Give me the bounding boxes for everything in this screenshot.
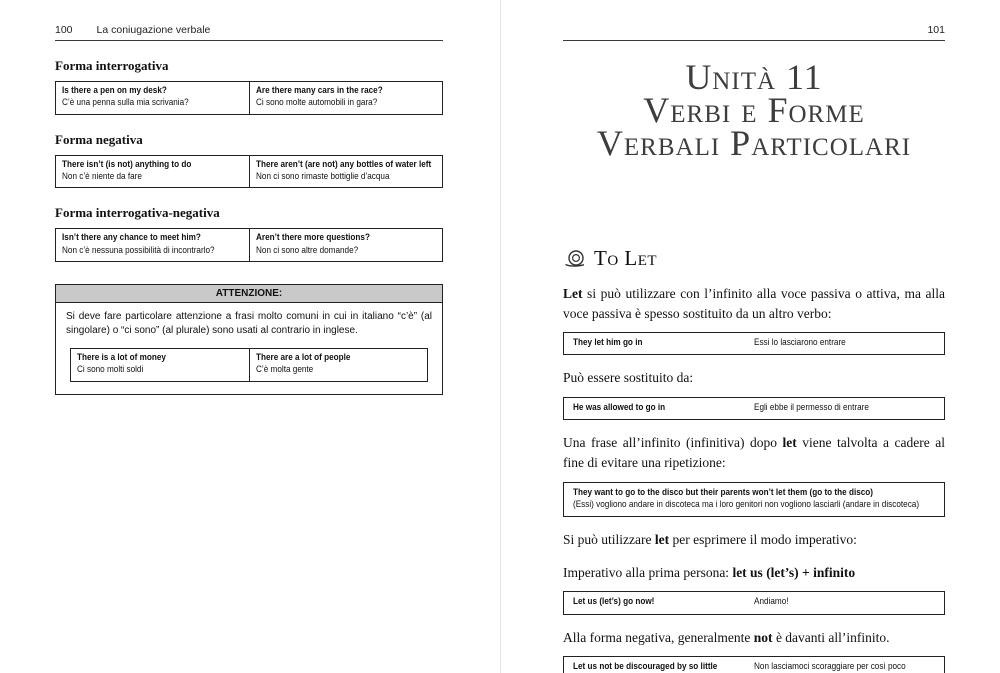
- attention-title: ATTENZIONE:: [56, 285, 442, 303]
- bold-term: Let: [563, 286, 583, 301]
- attention-box: [55, 284, 443, 395]
- unit-title-line2: Verbi e Forme: [643, 90, 865, 130]
- example-it: Non c’è niente da fare: [62, 171, 142, 183]
- example-en: They want to go to the disco but their parents won’t let them (go to the disco): [573, 486, 874, 498]
- example-it: Non ci sono altre domande?: [256, 244, 359, 256]
- example-it: Non lasciamoci scoraggiare per così poco: [754, 661, 906, 673]
- example-en: Isn’t there any chance to meet him?: [62, 232, 201, 244]
- paragraph-text: viene talvolta a cadere al fine di evitare una ripetizione:: [563, 435, 945, 470]
- heading-forma-negativa: Forma negativa: [55, 131, 143, 147]
- example-it: Non c’è nessuna possibilità di incontrarlo?: [62, 244, 215, 256]
- example-it: C’è molta gente: [256, 364, 314, 376]
- example-it: Essi lo lasciarono entrare: [754, 337, 846, 349]
- table-cell: [249, 156, 442, 188]
- table-negativa: [55, 155, 443, 189]
- left-running-title: La coniugazione verbale: [96, 24, 211, 36]
- example-table-disco: [563, 482, 945, 518]
- to-let-section-heading: [563, 246, 945, 271]
- example-table-discouraged: [563, 656, 945, 673]
- paragraph-negativa: [563, 628, 945, 648]
- example-table-allowed: [563, 397, 945, 420]
- paragraph-text: si può utilizzare con l’infinito alla voce passiva o attiva, ma alla voce passiva è spesso sostituito da un altro verbo:: [563, 286, 945, 321]
- example-en: Are there many cars in the race?: [256, 85, 383, 96]
- unit-title-line3: Verbali Particolari: [596, 123, 912, 163]
- table-interrogativa-negativa: [55, 228, 443, 262]
- table-cell: [249, 229, 442, 261]
- example-en: Is there a pen on my desk?: [62, 85, 167, 96]
- bold-term: let: [782, 435, 797, 451]
- unit-title-block: [563, 57, 945, 163]
- paragraph-text: Una frase all’infinito (infinitiva) dopo: [563, 435, 783, 451]
- right-page: [500, 0, 1000, 673]
- to-let-title: To Let: [594, 246, 658, 270]
- example-en: Let us (let’s) go now!: [573, 596, 655, 608]
- heading-forma-interrogativa-negativa: Forma interrogativa-negativa: [55, 205, 220, 221]
- table-cell: [249, 82, 442, 114]
- heading-forma-interrogativa: Forma interrogativa: [55, 58, 169, 73]
- example-en: He was allowed to go in: [573, 402, 666, 414]
- bold-term: not: [753, 629, 773, 645]
- example-it: C’è una penna sulla mia scrivania?: [62, 97, 189, 109]
- paragraph-text: è davanti all’infinito.: [772, 629, 890, 645]
- example-it: (Essi) vogliono andare in discoteca ma i loro genitori non vogliono lasciarli (andare in discoteca): [573, 498, 920, 510]
- section-bullet-icon: [563, 249, 586, 269]
- unit-title-line1: Unità 11: [685, 57, 823, 97]
- table-cell: [56, 229, 249, 261]
- paragraph-let-intro: [563, 284, 945, 323]
- example-it: Andiamo!: [754, 596, 789, 608]
- example-en: There are a lot of people: [256, 352, 351, 364]
- example-it: Ci sono molte automobili in gara?: [256, 97, 378, 109]
- table-cell: [71, 349, 249, 381]
- paragraph-imperativo-intro: [563, 530, 945, 550]
- paragraph-text: Si può utilizzare: [563, 532, 655, 548]
- paragraph-text: per esprimere il modo imperativo:: [669, 532, 857, 548]
- bold-term: let: [654, 532, 670, 548]
- right-page-number: 101: [927, 24, 945, 36]
- example-table-go-now: [563, 591, 945, 614]
- example-it: Non ci sono rimaste bottiglie d’acqua: [256, 171, 390, 183]
- table-cell: [56, 156, 249, 188]
- example-en: There is a lot of money: [77, 352, 166, 364]
- example-en: There aren’t (are not) any bottles of water left: [256, 158, 432, 170]
- page-gutter-line: [500, 0, 501, 673]
- left-page-number: 100: [55, 24, 73, 36]
- table-cell: [56, 82, 249, 114]
- right-running-header: [563, 24, 945, 41]
- paragraph-imperativo-formula: [563, 563, 945, 583]
- bold-term: let us (let’s) + infinito: [732, 564, 856, 580]
- example-it: Ci sono molti soldi: [77, 364, 144, 376]
- table-interrogativa: [55, 81, 443, 115]
- example-en: There isn’t (is not) anything to do: [62, 158, 192, 170]
- left-running-header: [55, 24, 443, 41]
- paragraph-sostituito: Può essere sostituito da:: [563, 370, 694, 386]
- attention-table: [70, 348, 428, 382]
- example-table-let: [563, 332, 945, 355]
- attention-text: Si deve fare particolare attenzione a frasi molto comuni in cui in italiano “c’è” (al singolare) o “ci sono” (al plurale) sono usati al contrario in inglese.: [66, 311, 432, 337]
- paragraph-text: Imperativo alla prima persona:: [563, 564, 733, 580]
- paragraph-text: Alla forma negativa, generalmente: [563, 629, 754, 645]
- example-en: They let him go in: [573, 337, 643, 349]
- example-it: Egli ebbe il permesso di entrare: [754, 402, 869, 414]
- table-cell: [249, 349, 427, 381]
- example-en: Let us not be discouraged by so little: [573, 661, 718, 673]
- example-en: Aren’t there more questions?: [256, 232, 370, 244]
- paragraph-infinitiva: [563, 433, 945, 472]
